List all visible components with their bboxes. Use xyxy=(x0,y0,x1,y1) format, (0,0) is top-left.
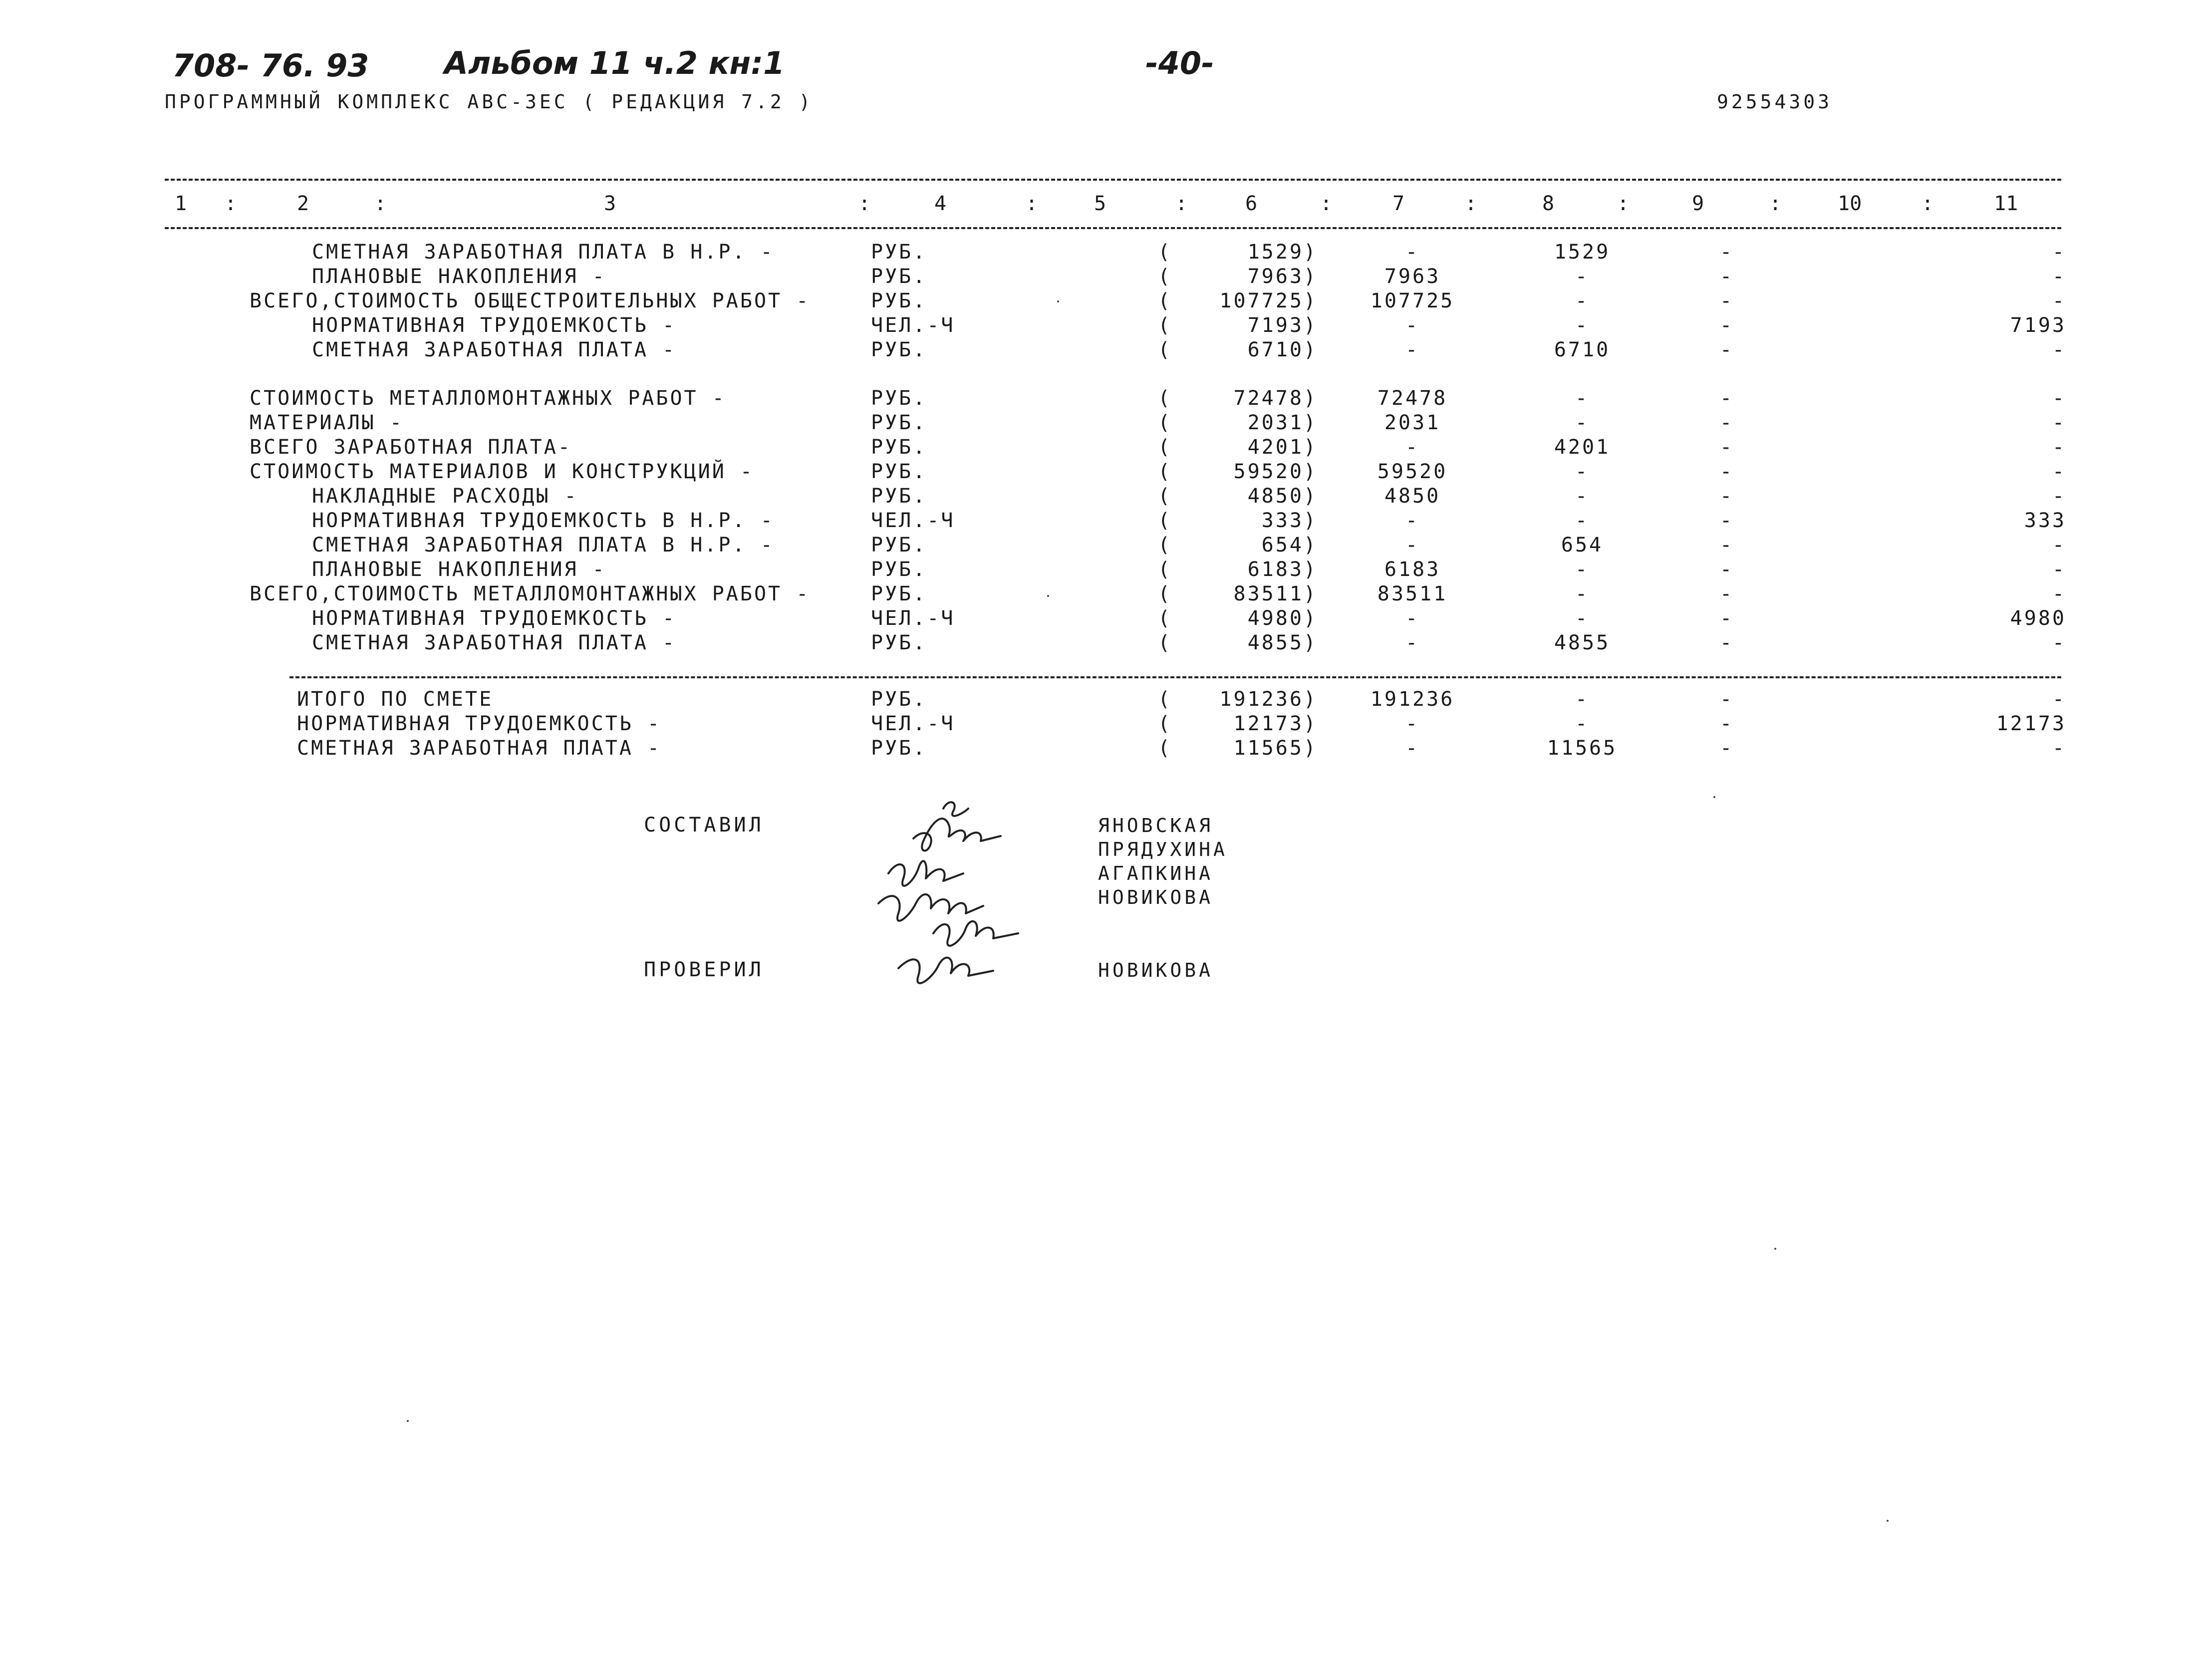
row-unit: РУБ. xyxy=(871,582,927,605)
row-col9: - xyxy=(1719,460,1734,483)
row-col8: - xyxy=(1575,558,1590,581)
row-col9: - xyxy=(1719,712,1734,735)
row-col6: 7963) xyxy=(1247,265,1318,288)
table-row xyxy=(0,485,2096,509)
row-name: НАКЛАДНЫЕ РАСХОДЫ - xyxy=(312,485,578,508)
row-col11: - xyxy=(2052,241,2066,264)
row-name: ВСЕГО,СТОИМОСТЬ ОБЩЕСТРОИТЕЛЬНЫХ РАБОТ - xyxy=(250,289,811,312)
row-col6: 191236) xyxy=(1219,688,1318,711)
paren: ( xyxy=(1158,314,1172,337)
row-col9: - xyxy=(1719,411,1734,434)
scan-speck xyxy=(1047,595,1049,597)
row-col11: - xyxy=(2052,387,2066,410)
paren: ( xyxy=(1158,338,1172,361)
paren: ( xyxy=(1158,241,1172,264)
row-unit: ЧЕЛ.-Ч xyxy=(871,607,955,630)
table-row xyxy=(0,509,2096,533)
scan-speck xyxy=(1713,796,1715,798)
row-col7: 59520 xyxy=(1377,460,1448,483)
scan-speck xyxy=(1057,300,1059,302)
row-col9: - xyxy=(1719,436,1734,459)
col-11: 11 xyxy=(1994,192,2018,215)
row-name: СТОИМОСТЬ МЕТАЛЛОМОНТАЖНЫХ РАБОТ - xyxy=(250,387,726,410)
row-unit: РУБ. xyxy=(871,460,927,483)
col-3: 3 xyxy=(604,192,616,215)
row-col9: - xyxy=(1719,688,1734,711)
row-name: ВСЕГО ЗАРАБОТНАЯ ПЛАТА- xyxy=(250,436,572,459)
row-name: СМЕТНАЯ ЗАРАБОТНАЯ ПЛАТА - xyxy=(297,737,662,760)
row-unit: ЧЕЛ.-Ч xyxy=(871,314,955,337)
row-col8: - xyxy=(1575,314,1590,337)
row-name: СМЕТНАЯ ЗАРАБОТНАЯ ПЛАТА В Н.Р. - xyxy=(312,534,775,557)
row-unit: РУБ. xyxy=(871,737,927,760)
paren: ( xyxy=(1158,534,1172,557)
row-unit: РУБ. xyxy=(871,241,927,264)
col-7: 7 xyxy=(1392,192,1405,215)
row-col7: - xyxy=(1405,338,1420,361)
checked-label: ПРОВЕРИЛ xyxy=(644,958,764,981)
row-name: СМЕТНАЯ ЗАРАБОТНАЯ ПЛАТА - xyxy=(312,631,677,654)
row-col6: 6183) xyxy=(1247,558,1318,581)
signer-name: АГАПКИНА xyxy=(1098,862,1214,884)
paren: ( xyxy=(1158,265,1172,288)
row-col6: 333) xyxy=(1261,509,1318,532)
col-4: 4 xyxy=(934,192,947,215)
paren: ( xyxy=(1158,436,1172,459)
paren: ( xyxy=(1158,631,1172,654)
row-col8: - xyxy=(1575,289,1590,312)
paren: ( xyxy=(1158,688,1172,711)
row-col9: - xyxy=(1719,387,1734,410)
row-unit: РУБ. xyxy=(871,411,927,434)
row-col9: - xyxy=(1719,737,1734,760)
row-col11: - xyxy=(2052,688,2066,711)
row-col9: - xyxy=(1719,631,1734,654)
row-col9: - xyxy=(1719,314,1734,337)
paren: ( xyxy=(1158,460,1172,483)
row-name: ВСЕГО,СТОИМОСТЬ МЕТАЛЛОМОНТАЖНЫХ РАБОТ - xyxy=(250,582,811,605)
paren: ( xyxy=(1158,411,1172,434)
row-unit: РУБ. xyxy=(871,631,927,654)
row-col7: 4850 xyxy=(1384,485,1441,508)
row-col7: - xyxy=(1405,631,1420,654)
row-col8: - xyxy=(1575,387,1590,410)
row-unit: РУБ. xyxy=(871,485,927,508)
row-name: ПЛАНОВЫЕ НАКОПЛЕНИЯ - xyxy=(312,558,606,581)
col-9: 9 xyxy=(1692,192,1704,215)
table-row xyxy=(0,265,2096,289)
row-col9: - xyxy=(1719,534,1734,557)
row-unit: ЧЕЛ.-Ч xyxy=(871,712,955,735)
column-header-row: 1 : 2 : 3 : 4 : 5 : 6 : 7 : 8 : 9 : 10 : 11 xyxy=(175,192,2018,215)
table-row xyxy=(0,338,2096,362)
row-col11: - xyxy=(2052,411,2066,434)
row-name: НОРМАТИВНАЯ ТРУДОЕМКОСТЬ - xyxy=(312,607,677,630)
signer-name: ПРЯДУХИНА xyxy=(1098,839,1228,860)
row-unit: РУБ. xyxy=(871,289,927,312)
row-col11: 4980 xyxy=(2010,607,2066,630)
row-col7: 2031 xyxy=(1384,411,1441,434)
table-row xyxy=(0,558,2096,582)
table-top-rule xyxy=(165,179,2061,181)
col-6: 6 xyxy=(1245,192,1258,215)
row-col6: 59520) xyxy=(1233,460,1318,483)
row-col7: 83511 xyxy=(1377,582,1448,605)
paren: ( xyxy=(1158,509,1172,532)
row-col8: - xyxy=(1575,607,1590,630)
table-row xyxy=(0,387,2096,411)
signer-name: НОВИКОВА xyxy=(1098,886,1214,908)
table-row xyxy=(0,289,2096,313)
row-col9: - xyxy=(1719,289,1734,312)
row-col8: - xyxy=(1575,582,1590,605)
row-col8: - xyxy=(1575,265,1590,288)
row-col8: - xyxy=(1575,411,1590,434)
table-row xyxy=(0,411,2096,435)
paren: ( xyxy=(1158,387,1172,410)
row-col9: - xyxy=(1719,241,1734,264)
row-col11: 333 xyxy=(2024,509,2066,532)
row-col7: 191236 xyxy=(1370,688,1455,711)
row-col11: - xyxy=(2052,558,2066,581)
row-col8: 11565 xyxy=(1547,737,1618,760)
row-col8: 6710 xyxy=(1554,338,1611,361)
scan-speck xyxy=(1774,1248,1776,1250)
row-unit: РУБ. xyxy=(871,534,927,557)
row-col7: - xyxy=(1405,436,1420,459)
row-col6: 4980) xyxy=(1247,607,1318,630)
table-row xyxy=(0,607,2096,631)
row-col7: - xyxy=(1405,241,1420,264)
row-col9: - xyxy=(1719,509,1734,532)
row-col11: - xyxy=(2052,265,2066,288)
row-unit: РУБ. xyxy=(871,265,927,288)
row-col8: - xyxy=(1575,712,1590,735)
row-col11: - xyxy=(2052,582,2066,605)
album-label: Альбом 11 ч.2 кн:1 xyxy=(444,45,785,81)
row-col8: 654 xyxy=(1561,534,1604,557)
row-col7: - xyxy=(1405,534,1420,557)
row-col11: - xyxy=(2052,436,2066,459)
row-col9: - xyxy=(1719,582,1734,605)
row-col6: 11565) xyxy=(1233,737,1318,760)
checker-name: НОВИКОВА xyxy=(1098,959,1214,981)
composed-label: СОСТАВИЛ xyxy=(644,814,764,837)
row-unit: РУБ. xyxy=(871,436,927,459)
doc-number: 92554303 xyxy=(1717,91,1833,113)
row-col11: 12173 xyxy=(1996,712,2066,735)
row-col6: 107725) xyxy=(1219,289,1318,312)
table-row xyxy=(0,737,2096,761)
paren: ( xyxy=(1158,289,1172,312)
col-8: 8 xyxy=(1542,192,1555,215)
row-name: НОРМАТИВНАЯ ТРУДОЕМКОСТЬ - xyxy=(312,314,677,337)
row-name: СМЕТНАЯ ЗАРАБОТНАЯ ПЛАТА В Н.Р. - xyxy=(312,241,775,264)
row-name: СТОИМОСТЬ МАТЕРИАЛОВ И КОНСТРУКЦИЙ - xyxy=(250,460,754,483)
col-1: 1 xyxy=(175,192,187,215)
page-number: -40- xyxy=(1145,45,1214,81)
row-col6: 6710) xyxy=(1247,338,1318,361)
row-unit: ЧЕЛ.-Ч xyxy=(871,509,955,532)
row-col9: - xyxy=(1719,485,1734,508)
row-col6: 654) xyxy=(1261,534,1318,557)
paren: ( xyxy=(1158,485,1172,508)
row-col7: 72478 xyxy=(1377,387,1448,410)
row-col6: 12173) xyxy=(1233,712,1318,735)
table-row xyxy=(0,688,2096,712)
row-col6: 7193) xyxy=(1247,314,1318,337)
row-name: НОРМАТИВНАЯ ТРУДОЕМКОСТЬ - xyxy=(297,712,662,735)
totals-rule xyxy=(289,676,2061,678)
table-header-rule xyxy=(165,227,2061,229)
row-unit: РУБ. xyxy=(871,688,927,711)
program-line: ПРОГРАММНЫЙ КОМПЛЕКС АВС-ЗЕС ( РЕДАКЦИЯ 7.2 ) xyxy=(165,91,814,113)
col-5: 5 xyxy=(1094,192,1106,215)
row-name: НОРМАТИВНАЯ ТРУДОЕМКОСТЬ В Н.Р. - xyxy=(312,509,775,532)
row-col8: - xyxy=(1575,460,1590,483)
row-col11: 7193 xyxy=(2010,314,2066,337)
row-unit: РУБ. xyxy=(871,387,927,410)
row-col7: 6183 xyxy=(1384,558,1441,581)
paren: ( xyxy=(1158,737,1172,760)
row-name: СМЕТНАЯ ЗАРАБОТНАЯ ПЛАТА - xyxy=(312,338,677,361)
row-col9: - xyxy=(1719,558,1734,581)
table-row xyxy=(0,582,2096,606)
row-col6: 72478) xyxy=(1233,387,1318,410)
paren: ( xyxy=(1158,558,1172,581)
row-col6: 4855) xyxy=(1247,631,1318,654)
row-col11: - xyxy=(2052,631,2066,654)
table-row xyxy=(0,631,2096,655)
row-col11: - xyxy=(2052,338,2066,361)
table-row xyxy=(0,436,2096,460)
row-col7: - xyxy=(1405,607,1420,630)
row-col7: - xyxy=(1405,737,1420,760)
table-row xyxy=(0,534,2096,558)
table-row xyxy=(0,241,2096,265)
row-col11: - xyxy=(2052,534,2066,557)
col-10: 10 xyxy=(1838,192,1862,215)
row-col7: - xyxy=(1405,509,1420,532)
row-col9: - xyxy=(1719,338,1734,361)
row-name: МАТЕРИАЛЫ - xyxy=(250,411,404,434)
row-col7: 107725 xyxy=(1370,289,1455,312)
row-col8: 4855 xyxy=(1554,631,1611,654)
scan-speck xyxy=(407,1420,409,1422)
row-col6: 4201) xyxy=(1247,436,1318,459)
row-col9: - xyxy=(1719,607,1734,630)
row-col8: - xyxy=(1575,509,1590,532)
row-col6: 4850) xyxy=(1247,485,1318,508)
table-row xyxy=(0,460,2096,484)
table-row xyxy=(0,712,2096,736)
row-name: ПЛАНОВЫЕ НАКОПЛЕНИЯ - xyxy=(312,265,606,288)
row-col6: 83511) xyxy=(1233,582,1318,605)
table-row xyxy=(0,314,2096,338)
handwritten-signatures-image xyxy=(868,794,1078,993)
row-col11: - xyxy=(2052,460,2066,483)
row-col7: - xyxy=(1405,712,1420,735)
row-col7: - xyxy=(1405,314,1420,337)
paren: ( xyxy=(1158,582,1172,605)
row-col6: 1529) xyxy=(1247,241,1318,264)
row-col8: - xyxy=(1575,485,1590,508)
row-col8: 1529 xyxy=(1554,241,1611,264)
row-col11: - xyxy=(2052,289,2066,312)
row-unit: РУБ. xyxy=(871,558,927,581)
row-name: ИТОГО ПО СМЕТЕ xyxy=(297,688,494,711)
row-col11: - xyxy=(2052,485,2066,508)
row-col9: - xyxy=(1719,265,1734,288)
col-2: 2 xyxy=(297,192,309,215)
row-unit: РУБ. xyxy=(871,338,927,361)
row-col11: - xyxy=(2052,737,2066,760)
doc-code: 708- 76. 93 xyxy=(172,47,369,84)
paren: ( xyxy=(1158,712,1172,735)
scan-speck xyxy=(1887,1520,1889,1522)
row-col8: 4201 xyxy=(1554,436,1611,459)
row-col7: 7963 xyxy=(1384,265,1441,288)
paren: ( xyxy=(1158,607,1172,630)
row-col8: - xyxy=(1575,688,1590,711)
signer-name: ЯНОВСКАЯ xyxy=(1098,815,1214,837)
row-col6: 2031) xyxy=(1247,411,1318,434)
